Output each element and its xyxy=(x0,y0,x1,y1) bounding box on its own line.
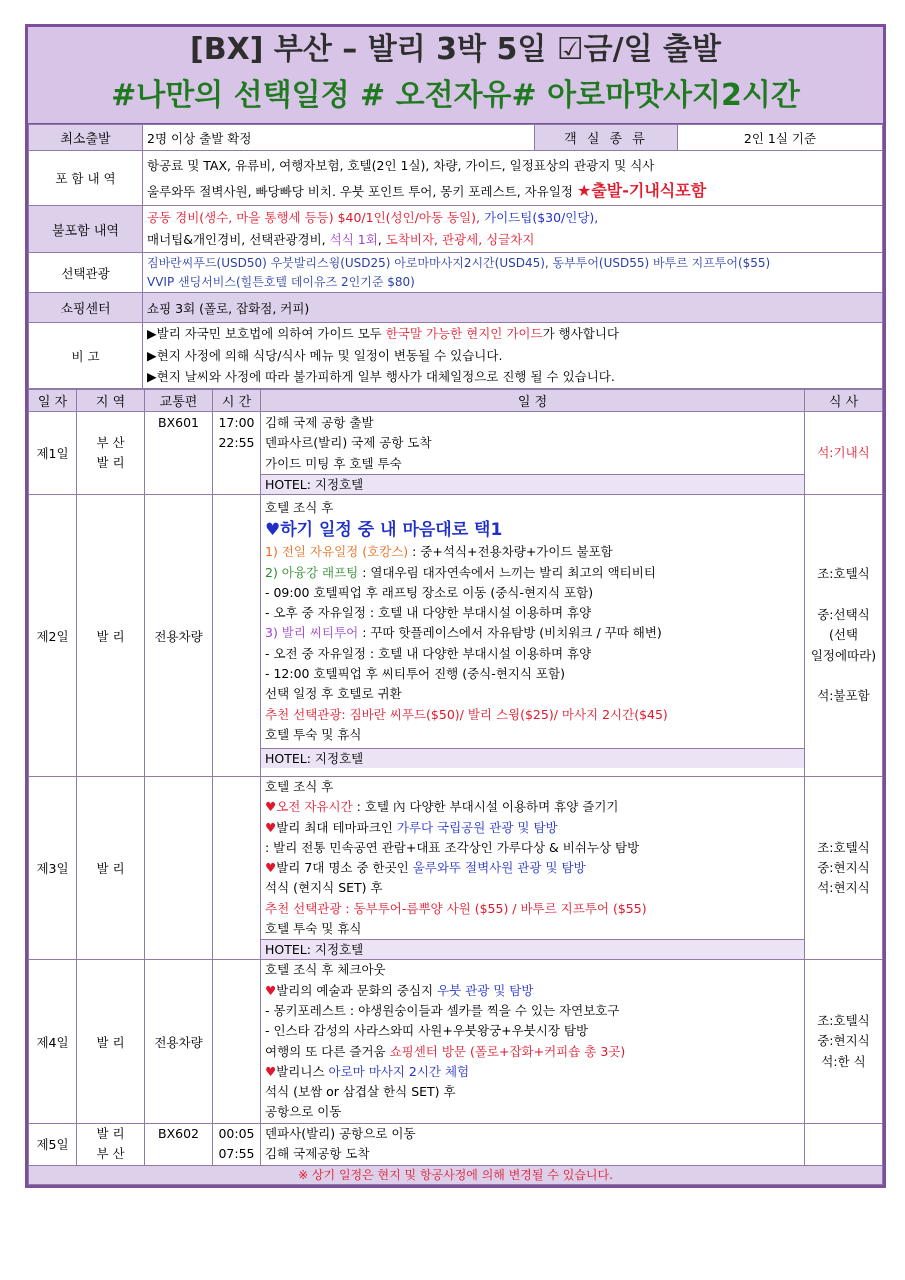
day-1-itinerary xyxy=(261,412,805,495)
visa-tax-text: 도착비자, 관광세, 싱글차지 xyxy=(385,232,535,247)
day-5-time-1: 00:05 xyxy=(218,1126,255,1142)
day-4-line-5-text: 여행의 또 다른 즐거움 xyxy=(265,1043,390,1059)
day-5-time-2: 07:55 xyxy=(218,1146,255,1162)
day-1-time-1: 17:00 xyxy=(218,415,255,430)
day-3-line-1: 호텔 조식 후 xyxy=(265,779,334,794)
day-4-line-6-text: 발리니스 xyxy=(276,1063,329,1079)
note-1-end: 가 행사합니다 xyxy=(542,326,619,342)
excluded-value xyxy=(143,206,883,253)
day-5-itinerary xyxy=(261,1123,805,1165)
col-time: 시 간 xyxy=(213,390,261,412)
day-2-line-8: - 오전 중 자유일정 : 호텔 내 다양한 부대시설 이용하며 휴양 xyxy=(265,645,592,661)
day-4-line-4: - 인스타 감성의 사라스와띠 사원+우붓왕궁+우붓시장 탐방 xyxy=(265,1023,589,1039)
included-line-1: 항공료 및 TAX, 유류비, 여행자보험, 호텔(2인 1실), 차량, 가이드, 일정표상의 관광지 및 식사 xyxy=(147,157,655,173)
excluded-line-1 xyxy=(147,207,878,229)
day-4-line-2-text: 발리의 예술과 문화의 중심지 xyxy=(276,982,438,998)
inflight-meal-note: ★출발-기내식포함 xyxy=(576,180,707,200)
min-departure-value: 2명 이상 출발 확정 xyxy=(143,125,535,151)
page-title: [BX] 부산 – 발리 3박 5일 ☑금/일 출발 xyxy=(190,32,721,67)
day-2-meal-4: 일정에따라) xyxy=(810,647,877,663)
day-3-line-6: 석식 (현지식 SET) 후 xyxy=(265,880,383,896)
day-3-row xyxy=(29,777,883,960)
day-4-meal-3: 석:한 식 xyxy=(821,1053,866,1069)
day-5-line-2: 김해 국제공항 도착 xyxy=(265,1146,370,1162)
heart-icon: ♥ xyxy=(265,860,277,876)
heart-icon: ♥ xyxy=(265,819,277,835)
day-1-row xyxy=(29,412,883,495)
day-5-line-1: 덴파사(발리) 공항으로 이동 xyxy=(265,1126,416,1142)
day-3-region: 발 리 xyxy=(77,777,145,960)
korean-guide-text: 한국말 가능한 현지인 가이드 xyxy=(385,326,543,342)
day-4-line-2 xyxy=(265,981,800,1001)
day-5-region xyxy=(77,1123,145,1165)
day-2-meal-5: 석:불포함 xyxy=(817,688,870,704)
schedule-table xyxy=(28,389,883,1185)
room-type-value: 2인 1실 기준 xyxy=(678,125,883,151)
day-2-row xyxy=(29,495,883,777)
page-subtitle: #나만의 선택일정 # 오전자유# 아로마맛사지2시간 xyxy=(111,78,800,113)
day-4-row xyxy=(29,960,883,1123)
day-4-meal-2: 중:현지식 xyxy=(817,1033,870,1049)
day-2-meal-2: 중:선택식 xyxy=(817,607,870,623)
footer-row xyxy=(29,1165,883,1184)
day-2-time xyxy=(213,495,261,777)
option-3-title: 3) 발리 씨티투어 xyxy=(265,625,359,641)
day-2-meal-1: 조:호텔식 xyxy=(817,566,870,582)
day-3-transport xyxy=(145,777,213,960)
day-2-line-6: - 오후 중 자유일정 : 호텔 내 다양한 부대시설 이용하며 휴양 xyxy=(265,605,592,621)
included-value xyxy=(143,151,883,206)
day-2-option-3 xyxy=(265,623,800,643)
day-2-region: 발 리 xyxy=(77,495,145,777)
day-2-meal-3: (선택 xyxy=(828,627,859,643)
day-1-line-2: 덴파사르(발리) 국제 공항 도착 xyxy=(265,435,432,451)
day-2-meal xyxy=(805,495,883,777)
included-line-2-text: 울루와뚜 절벽사원, 빠당빠당 비치. 우붓 포인트 투어, 몽키 포레스트, 자유일정 xyxy=(147,183,577,199)
min-departure-label: 최소출발 xyxy=(29,125,143,151)
day-4-label: 제4일 xyxy=(29,960,77,1123)
shopping-label: 쇼핑센터 xyxy=(29,293,143,323)
day-3-line-2-desc: : 호텔 內 다양한 부대시설 이용하며 휴양 즐기기 xyxy=(352,799,619,815)
day-3-line-3-text: 발리 최대 테마파크인 xyxy=(276,819,397,835)
included-line-2 xyxy=(147,178,878,204)
day-2-line-10: 선택 일정 후 호텔로 귀환 xyxy=(265,686,402,702)
day-4-line-7: 석식 (보쌈 or 삼겹살 한식 SET) 후 xyxy=(265,1084,456,1100)
shopping-visit-text: 쇼핑센터 방문 (폴로+잡화+커피숍 총 3곳) xyxy=(389,1043,626,1059)
shopping-value: 쇼핑 3회 (폴로, 잡화점, 커피) xyxy=(143,293,883,323)
day-2-choose-one: ♥하기 일정 중 내 마음대로 택1 xyxy=(265,520,503,541)
day-1-line-3: 가이드 미팅 후 호텔 투숙 xyxy=(265,455,402,471)
day-4-itinerary xyxy=(261,960,805,1123)
day-3-line-5 xyxy=(265,858,800,878)
info-table xyxy=(28,124,883,389)
aroma-massage-text: 아로마 마사지 2시간 체험 xyxy=(328,1063,470,1079)
day-3-time xyxy=(213,777,261,960)
ubud-tour-text: 우붓 관광 및 탐방 xyxy=(437,982,534,998)
day-4-line-6 xyxy=(265,1062,800,1082)
day-2-option-1 xyxy=(265,542,800,562)
day-4-meal-1: 조:호텔식 xyxy=(817,1013,870,1029)
option-2-desc: : 열대우림 대자연속에서 느끼는 발리 최고의 액티비티 xyxy=(358,564,656,580)
day-5-region-1: 발 리 xyxy=(96,1126,125,1142)
note-2: ▶현지 사정에 의해 식당/식사 메뉴 및 일정이 변동될 수 있습니다. xyxy=(147,347,503,363)
day-4-line-5 xyxy=(265,1042,800,1062)
optional-tour-label: 선택관광 xyxy=(29,253,143,293)
option-3-desc: : 꾸따 핫플레이스에서 자유탐방 (비치워크 / 꾸따 해변) xyxy=(358,625,662,641)
day-1-meal: 석:기내식 xyxy=(805,412,883,495)
day-5-region-2: 부 산 xyxy=(96,1146,125,1162)
day-2-line-5: - 09:00 호텔픽업 후 래프팅 장소로 이동 (중식-현지식 포함) xyxy=(265,584,594,600)
footer-note: ※ 상기 일정은 현지 및 항공사정에 의해 변경될 수 있습니다. xyxy=(29,1165,883,1184)
heart-icon: ♥ xyxy=(265,982,277,998)
option-2-title: 2) 아융강 래프팅 xyxy=(265,564,359,580)
day-2-hotel: HOTEL: 지정호텔 xyxy=(261,748,804,768)
optional-tour-line-1: 짐바란씨푸드(USD50) 우붓발리스윙(USD25) 아로마마사지2시간(USD45), 동부투어(USD55) 바투르 지프투어($55) xyxy=(147,255,771,270)
day-4-line-3: - 몽키포레스트 : 야생원숭이들과 셀카를 찍을 수 있는 자연보호구 xyxy=(265,1002,620,1018)
day-1-region-2: 발 리 xyxy=(96,455,125,470)
day-2-line-1: 호텔 조식 후 xyxy=(265,500,334,515)
col-itinerary: 일 정 xyxy=(261,390,805,412)
excluded-line-2 xyxy=(147,229,878,251)
day-3-line-5-text: 발리 7대 명소 중 한곳인 xyxy=(276,860,413,876)
garuda-park-text: 가루다 국립공원 관광 및 탐방 xyxy=(396,819,558,835)
day-2-transport: 전용차량 xyxy=(145,495,213,777)
day-2-line-9: - 12:00 호텔픽업 후 씨티투어 진행 (중식-현지식 포함) xyxy=(265,666,565,682)
day-2-label: 제2일 xyxy=(29,495,77,777)
itinerary-sheet xyxy=(25,24,886,1188)
day-2-recommended: 추천 선택관광: 짐바란 씨푸드($50)/ 발리 스윙($25)/ 마사지 2시간($45) xyxy=(265,706,668,722)
schedule-header-row xyxy=(29,390,883,412)
day-4-line-8: 공항으로 이동 xyxy=(265,1104,342,1120)
day-5-time xyxy=(213,1123,261,1165)
day-5-meal xyxy=(805,1123,883,1165)
day-3-meal-3: 석:현지식 xyxy=(817,880,870,896)
heart-icon: ♥ xyxy=(265,799,277,815)
day-3-line-8: 호텔 투숙 및 휴식 xyxy=(265,921,362,937)
day-2-option-2 xyxy=(265,563,800,583)
note-3: ▶현지 날씨와 사정에 따라 불가피하게 일부 행사가 대체일정으로 진행 될 수 있습니다. xyxy=(147,369,615,385)
day-1-line-1: 김해 국제 공항 출발 xyxy=(265,415,374,430)
day-3-line-2 xyxy=(265,797,800,817)
col-region: 지 역 xyxy=(77,390,145,412)
day-3-line-4: : 발리 전통 민속공연 관람+대표 조각상인 가루다상 & 비쉬누상 탐방 xyxy=(265,839,640,855)
day-5-label: 제5일 xyxy=(29,1123,77,1165)
day-3-meal-1: 조:호텔식 xyxy=(817,839,870,855)
day-4-region: 발 리 xyxy=(77,960,145,1123)
room-type-label: 객 실 종 류 xyxy=(535,125,678,151)
col-transport: 교통편 xyxy=(145,390,213,412)
day-1-hotel: HOTEL: 지정호텔 xyxy=(261,474,804,494)
title-banner xyxy=(28,27,883,124)
day-1-region-1: 부 산 xyxy=(96,435,125,450)
day-3-meal xyxy=(805,777,883,960)
day-3-meal-2: 중:현지식 xyxy=(817,860,870,876)
day-5-row xyxy=(29,1123,883,1165)
day-4-meal xyxy=(805,960,883,1123)
day-1-region xyxy=(77,412,145,495)
dinner-once-text: 석식 1회 xyxy=(329,232,378,247)
day-5-transport: BX602 xyxy=(145,1123,213,1165)
included-label: 포 함 내 역 xyxy=(29,151,143,206)
option-1-desc: : 중+석식+전용차량+가이드 불포함 xyxy=(408,544,613,560)
day-2-line-12: 호텔 투숙 및 휴식 xyxy=(265,726,362,742)
optional-tour-value xyxy=(143,253,883,293)
note-1 xyxy=(147,323,878,345)
day-3-hotel: HOTEL: 지정호텔 xyxy=(261,939,804,959)
col-day: 일 자 xyxy=(29,390,77,412)
day-3-recommended: 추천 선택관광 : 동부투어-름뿌양 사원 ($55) / 바투르 지프투어 ($55) xyxy=(265,900,647,916)
day-3-line-3 xyxy=(265,818,800,838)
notes-value xyxy=(143,323,883,389)
day-1-label: 제1일 xyxy=(29,412,77,495)
day-1-time xyxy=(213,412,261,495)
uluwatu-text: 울루와뚜 절벽사원 관광 및 탐방 xyxy=(412,860,586,876)
excluded-line-2-text: 매너팁&개인경비, 선택관광경비, xyxy=(147,232,330,247)
note-1-text: ▶발리 자국민 보호법에 의하여 가이드 모두 xyxy=(147,326,386,342)
notes-label: 비 고 xyxy=(29,323,143,389)
guide-tip-text: 가이드팁($30/인당), xyxy=(484,210,599,225)
day-1-transport: BX601 xyxy=(145,412,213,495)
day-3-label: 제3일 xyxy=(29,777,77,960)
col-meal: 식 사 xyxy=(805,390,883,412)
optional-tour-line-2: VVIP 샌딩서비스(힐튼호텔 데이유즈 2인기준 $80) xyxy=(147,274,415,289)
option-1-title: 1) 전일 자유일정 (호캉스) xyxy=(265,544,409,560)
common-fee-text: 공동 경비(생수, 마을 통행세 등등) $40/1인(성인/아동 동일), xyxy=(147,210,485,225)
day-4-transport: 전용차량 xyxy=(145,960,213,1123)
excluded-sep: , xyxy=(377,232,386,247)
day-3-itinerary xyxy=(261,777,805,960)
heart-icon: ♥ xyxy=(265,1063,277,1079)
day-4-line-1: 호텔 조식 후 체크아웃 xyxy=(265,962,386,978)
day-2-itinerary xyxy=(261,495,805,777)
day-4-time xyxy=(213,960,261,1123)
morning-free-time: 오전 자유시간 xyxy=(276,799,353,815)
day-1-time-2: 22:55 xyxy=(218,435,255,450)
excluded-label: 불포함 내역 xyxy=(29,206,143,253)
